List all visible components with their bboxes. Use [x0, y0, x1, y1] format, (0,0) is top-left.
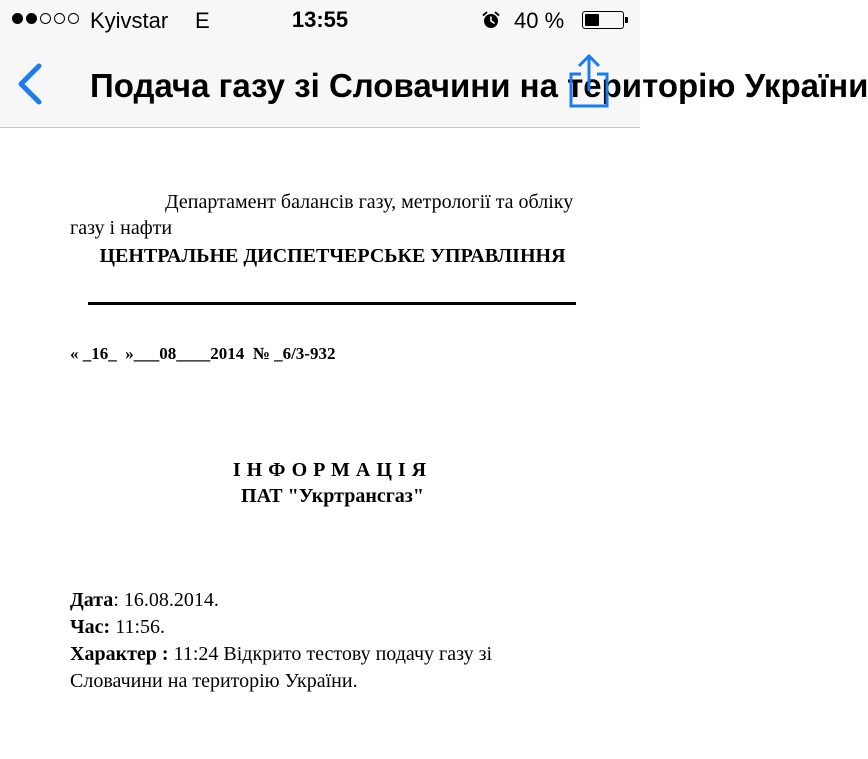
information-heading: ІНФОРМАЦІЯ — [232, 459, 433, 481]
message-details — [70, 587, 570, 695]
battery-icon — [582, 11, 624, 29]
network-type: E — [195, 8, 210, 33]
time-value: 11:56. — [110, 616, 166, 638]
document-number-line: « _16_ »___08____2014 № _6/3-932 — [70, 344, 336, 363]
issuer-name: ЦЕНТРАЛЬНЕ ДИСПЕТЧЕРСЬКЕ УПРАВЛІННЯ — [99, 245, 566, 267]
back-button[interactable] — [12, 62, 52, 106]
date-value: : 16.08.2014. — [113, 589, 219, 611]
date-row — [70, 587, 570, 614]
share-icon — [566, 54, 612, 110]
battery-fill — [585, 14, 599, 26]
share-button[interactable] — [566, 54, 612, 110]
time-row — [70, 614, 570, 641]
nature-value: 11:24 Відкрито тестову подачу газу зі Словачини на територію України. — [70, 643, 493, 692]
status-bar — [0, 0, 640, 40]
department-line: Департамент балансів газу, метрології та обліку газу і нафти — [70, 191, 574, 239]
document-page — [0, 129, 640, 759]
carrier-name: Kyivstar — [90, 8, 169, 33]
navigation-bar — [0, 40, 868, 128]
time-label: Час: — [70, 616, 111, 638]
status-time: 13:55 — [291, 7, 349, 32]
nature-row — [70, 641, 570, 695]
battery-percent: 40 % — [514, 8, 565, 33]
document-title: Подача газу зі Словачини на територію України — [90, 67, 868, 104]
company-name: ПАТ "Укртрансгаз" — [241, 485, 424, 507]
chevron-left-icon — [12, 62, 52, 106]
header-divider — [88, 302, 576, 305]
alarm-clock-icon — [482, 11, 500, 29]
date-label: Дата — [70, 589, 114, 611]
nature-label: Характер : — [70, 643, 169, 665]
